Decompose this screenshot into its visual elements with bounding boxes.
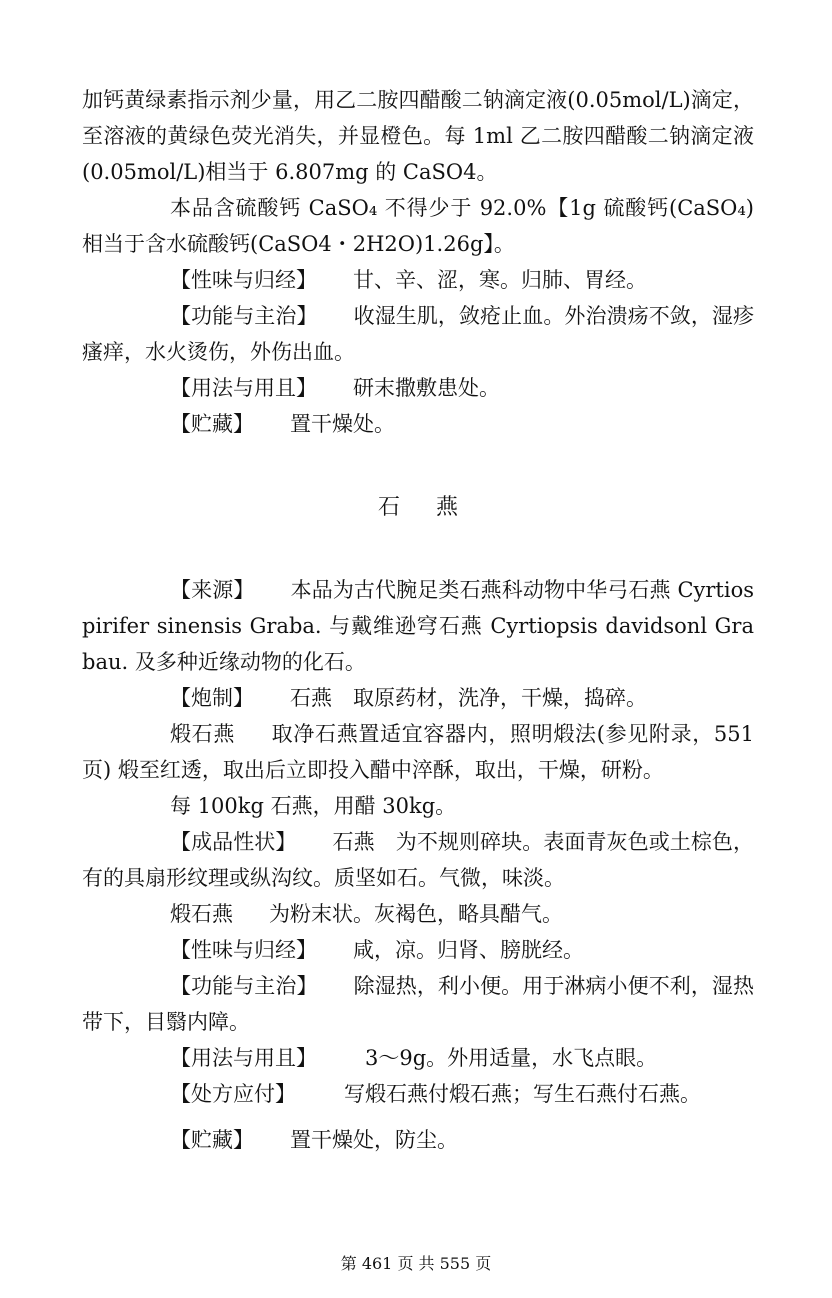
text-gongneng-2: 除湿热，利小便。用于淋病小便不利，湿热带下，目翳内障。 bbox=[82, 974, 755, 1034]
heading-chufang: 【处方应付】 bbox=[170, 1082, 296, 1106]
heading-paozhi: 【炮制】 bbox=[170, 686, 254, 710]
heading-yongfa-2: 【用法与用且】 bbox=[170, 1046, 317, 1070]
text-duan: 取净石燕置适宜容器内，照明煅法(参见附录，551 页) 煅至红透，取出后立即投入醋中淬酥，取出，干燥，研粉。 bbox=[82, 722, 755, 782]
text-yongfa-2: 3～9g。外用适量，水飞点眼。 bbox=[365, 1046, 658, 1070]
entry-gongneng-1 bbox=[82, 298, 754, 370]
entry-laiyuan bbox=[82, 572, 754, 680]
entry-paozhi bbox=[82, 680, 754, 716]
text-zhucang-2: 置干燥处，防尘。 bbox=[290, 1128, 458, 1152]
heading-xingzhuang: 【成品性状】 bbox=[170, 830, 297, 854]
paragraph-titration: 加钙黄绿素指示剂少量，用乙二胺四醋酸二钠滴定液(0.05mol/L)滴定，至溶液的黄绿色荧光消失，并显橙色。每 1ml 乙二胺四醋酸二钠滴定液(0.05mol/L)相当于 6.807mg 的 CaSO4。 bbox=[82, 88, 754, 184]
text-laiyuan: 本品为古代腕足类石燕科动物中华弓石燕 Cyrtiospirifer sinensis Graba. 与戴维逊穹石燕 Cyrtiopsis davidsonl Grabau. 及多种近缘动物的化石。 bbox=[82, 578, 754, 674]
text-xingwei-2: 咸，凉。归肾、膀胱经。 bbox=[353, 938, 584, 962]
heading-gongneng-2: 【功能与主治】 bbox=[170, 974, 318, 998]
heading-gongneng-1: 【功能与主治】 bbox=[170, 304, 318, 328]
document-page bbox=[82, 82, 754, 1158]
entry-gongneng-2 bbox=[82, 968, 754, 1040]
heading-zhucang-1: 【贮藏】 bbox=[170, 412, 254, 436]
paragraph-ratio: 每 100kg 石燕，用醋 30kg。 bbox=[170, 794, 457, 818]
text-zhucang-1: 置干燥处。 bbox=[290, 412, 395, 436]
text-duan2: 为粉末状。灰褐色，略具醋气。 bbox=[269, 902, 563, 926]
heading-laiyuan: 【来源】 bbox=[170, 578, 255, 602]
heading-xingwei-1: 【性味与归经】 bbox=[170, 268, 317, 292]
heading-zhucang-2: 【贮藏】 bbox=[170, 1128, 254, 1152]
entry-zhucang-1 bbox=[82, 406, 754, 442]
section-title: 石燕 bbox=[377, 495, 494, 520]
text-xingzhuang: 石燕 为不规则碎块。表面青灰色或土棕色，有的具扇形纹理或纵沟纹。质坚如石。气微，味淡。 bbox=[82, 830, 755, 890]
entry-xingzhuang bbox=[82, 824, 754, 896]
text-gongneng-1: 收湿生肌，敛疮止血。外治溃疡不敛，湿疹瘙痒，水火烫伤，外伤出血。 bbox=[82, 304, 755, 364]
entry-xingwei-1 bbox=[82, 262, 754, 298]
entry-duan bbox=[82, 716, 754, 788]
entry-yongfa-2 bbox=[82, 1040, 754, 1076]
entry-zhucang-2 bbox=[82, 1122, 754, 1158]
heading-duan: 煅石燕 bbox=[170, 722, 236, 746]
text-yongfa-1: 研末撒敷患处。 bbox=[353, 376, 500, 400]
paragraph-content-standard: 本品含硫酸钙 CaSO₄ 不得少于 92.0%【1g 硫酸钙(CaSO₄)相当于含水硫酸钙(CaSO4・2H2O)1.26g】。 bbox=[82, 196, 754, 256]
entry-duan2 bbox=[82, 896, 754, 932]
heading-xingwei-2: 【性味与归经】 bbox=[170, 938, 317, 962]
entry-yongfa-1 bbox=[82, 370, 754, 406]
heading-yongfa-1: 【用法与用且】 bbox=[170, 376, 317, 400]
text-xingwei-1: 甘、辛、涩，寒。归肺、胃经。 bbox=[353, 268, 647, 292]
text-chufang: 写煅石燕付煅石燕；写生石燕付石燕。 bbox=[344, 1082, 701, 1106]
text-paozhi: 石燕 取原药材，洗净，干燥，捣碎。 bbox=[290, 686, 647, 710]
heading-duan2: 煅石燕 bbox=[170, 902, 233, 926]
page-footer: 第 461 页 共 555 页 bbox=[340, 1254, 492, 1273]
entry-chufang bbox=[82, 1076, 754, 1112]
entry-xingwei-2 bbox=[82, 932, 754, 968]
